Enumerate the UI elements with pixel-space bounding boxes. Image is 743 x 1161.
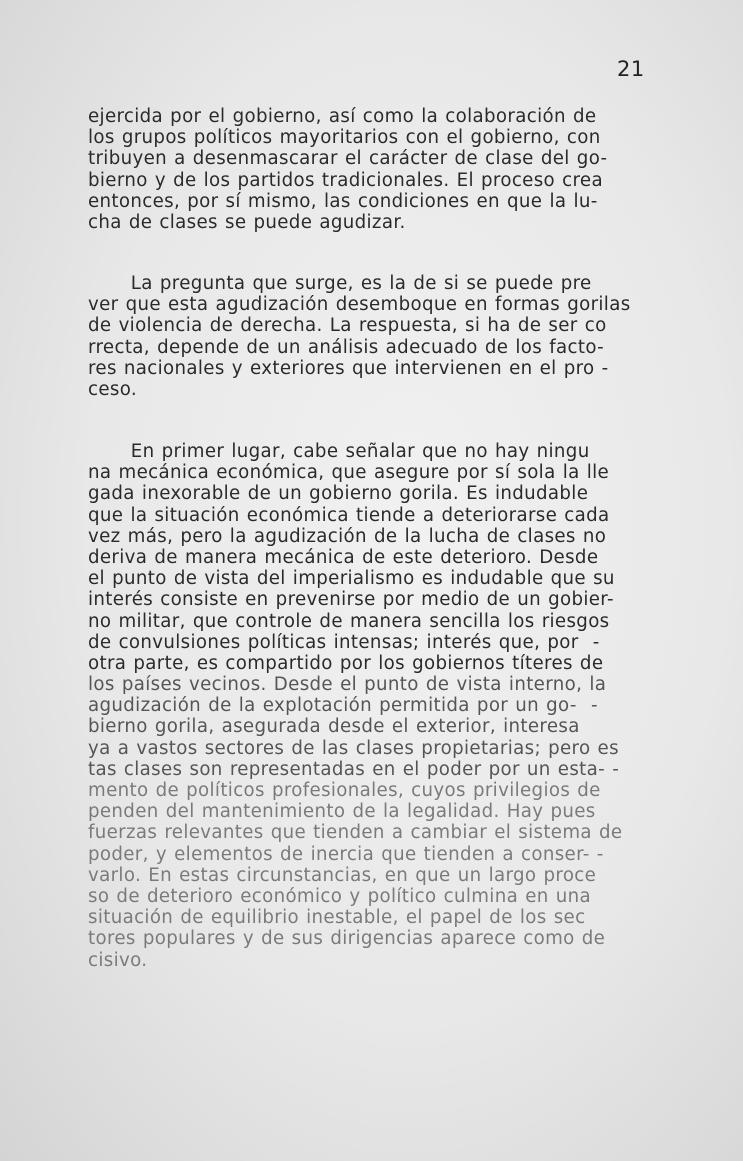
text-line: poder, y elementos de inercia que tienden a conser- - bbox=[88, 843, 604, 865]
text-line: tribuyen a desenmascarar el carácter de clase del go- bbox=[88, 148, 608, 170]
text-line: de convulsiones políticas intensas; interés que, por - bbox=[88, 631, 600, 653]
page-number: 21 bbox=[617, 57, 645, 81]
text-line: ver que esta agudización desemboque en formas gorilas bbox=[88, 294, 631, 316]
paragraph-1 bbox=[88, 106, 653, 233]
text-line: ejercida por el gobierno, así como la colaboración de bbox=[88, 106, 597, 127]
paragraph-2 bbox=[88, 273, 653, 400]
text-line: fuerzas relevantes que tienden a cambiar el sistema de bbox=[88, 822, 623, 844]
text-line: no militar, que controle de manera sencilla los riesgos bbox=[88, 610, 610, 632]
text-line: cha de clases se puede agudizar. bbox=[88, 211, 406, 233]
text-line: ya a vastos sectores de las clases propietarias; pero es bbox=[88, 737, 619, 759]
text-line: varlo. En estas circunstancias, en que un largo proce bbox=[88, 864, 597, 886]
text-line: penden del mantenimiento de la legalidad. Hay pues bbox=[88, 801, 596, 823]
text-line: En primer lugar, cabe señalar que no hay ningu bbox=[88, 441, 590, 462]
text-line: entonces, por sí mismo, las condiciones en que la lu- bbox=[88, 190, 598, 212]
text-line: de violencia de derecha. La respuesta, si ha de ser co bbox=[88, 315, 607, 337]
text-line: res nacionales y exteriores que intervienen en el pro - bbox=[88, 357, 609, 379]
text-line: tores populares y de sus dirigencias aparece como de bbox=[88, 928, 606, 950]
text-line: mento de políticos profesionales, cuyos privilegios de bbox=[88, 780, 601, 801]
text-line: deriva de manera mecánica de este deterioro. Desde bbox=[88, 546, 599, 568]
text-line: ceso. bbox=[88, 378, 138, 400]
text-line: situación de equilibrio inestable, el papel de los sec bbox=[88, 907, 586, 929]
text-line: tas clases son representadas en el poder por un esta- - bbox=[88, 758, 620, 780]
text-line: rrecta, depende de un análisis adecuado de los facto- bbox=[88, 336, 605, 358]
text-line: agudización de la explotación permitida por un go- - bbox=[88, 695, 598, 717]
text-line: La pregunta que surge, es la de si se puede pre bbox=[88, 273, 592, 294]
text-line: vez más, pero la agudización de la lucha de clases no bbox=[88, 525, 607, 547]
text-line: los países vecinos. Desde el punto de vista interno, la bbox=[88, 674, 607, 696]
text-line: que la situación económica tiende a deteriorarse cada bbox=[88, 504, 610, 526]
text-line: los grupos políticos mayoritarios con el gobierno, con bbox=[88, 127, 601, 149]
paragraph-3 bbox=[88, 441, 653, 971]
text-line: na mecánica económica, que asegure por sí sola la lle bbox=[88, 462, 610, 484]
text-line: gada inexorable de un gobierno gorila. Es indudable bbox=[88, 483, 589, 505]
text-line: cisivo. bbox=[88, 949, 148, 971]
text-line: bierno y de los partidos tradicionales. El proceso crea bbox=[88, 169, 603, 191]
text-line: otra parte, es compartido por los gobiernos títeres de bbox=[88, 652, 604, 674]
text-line: el punto de vista del imperialismo es indudable que su bbox=[88, 568, 615, 590]
text-line: so de deterioro económico y político culmina en una bbox=[88, 885, 592, 907]
text-line: interés consiste en prevenirse por medio de un gobier- bbox=[88, 589, 614, 611]
text-line: bierno gorila, asegurada desde el exterior, interesa bbox=[88, 716, 580, 738]
